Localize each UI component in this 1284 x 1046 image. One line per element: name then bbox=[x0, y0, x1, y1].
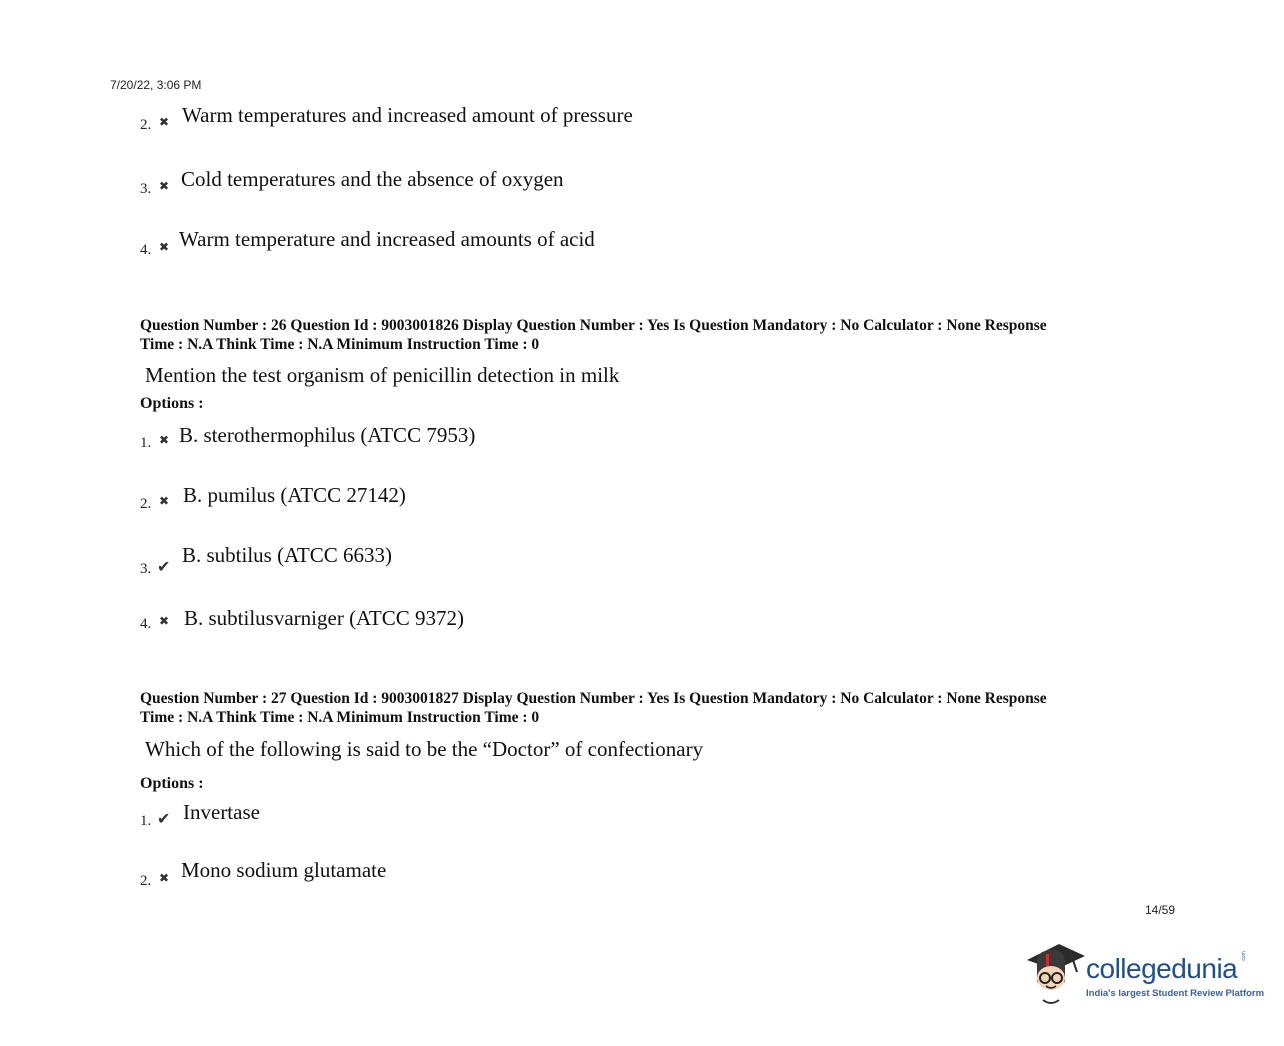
question-26-text: Mention the test organism of penicillin detection in milk bbox=[145, 363, 620, 387]
option-text: Warm temperatures and increased amount of pressure bbox=[182, 103, 633, 127]
option-text: Invertase bbox=[183, 800, 260, 824]
option-number: 2. bbox=[140, 873, 152, 889]
options-label: Options : bbox=[140, 775, 204, 792]
option-text: Warm temperature and increased amounts of acid bbox=[179, 227, 595, 251]
cross-icon: ✖ bbox=[159, 115, 170, 129]
option-number: 4. bbox=[140, 616, 152, 632]
brand-name: collegedunia bbox=[1086, 953, 1238, 984]
question-meta-line: Time : N.A Think Time : N.A Minimum Instruction Time : 0 bbox=[140, 336, 540, 353]
question-meta-line: Question Number : 26 Question Id : 9003001826 Display Question Number : Yes Is Question Mandatory : No Calculator : None Response bbox=[140, 317, 1047, 334]
question-meta-line: Time : N.A Think Time : N.A Minimum Instruction Time : 0 bbox=[140, 709, 540, 726]
page-number: 14/59 bbox=[1145, 903, 1176, 917]
option-number: 3. bbox=[140, 561, 152, 577]
cross-icon: ✖ bbox=[159, 871, 170, 885]
option-text: B. subtilusvarniger (ATCC 9372) bbox=[184, 606, 464, 630]
cross-icon: ✖ bbox=[159, 240, 170, 254]
option-number: 2. bbox=[140, 117, 152, 133]
check-icon: ✔ bbox=[157, 809, 171, 828]
brand-tagline: India's largest Student Review Platform bbox=[1086, 988, 1265, 999]
option-text: B. sterothermophilus (ATCC 7953) bbox=[179, 423, 476, 447]
question-27-text: Which of the following is said to be the “Doctor” of confectionary bbox=[145, 737, 704, 761]
print-timestamp: 7/20/22, 3:06 PM bbox=[110, 78, 202, 92]
option-number: 2. bbox=[140, 496, 152, 512]
option-number: 4. bbox=[140, 242, 152, 258]
option-text: B. pumilus (ATCC 27142) bbox=[183, 483, 406, 507]
option-text: Mono sodium glutamate bbox=[181, 858, 387, 882]
option-text: Cold temperatures and the absence of oxygen bbox=[181, 167, 564, 191]
question-27-meta bbox=[140, 689, 1170, 727]
cross-icon: ✖ bbox=[159, 433, 170, 447]
option-number: 3. bbox=[140, 181, 152, 197]
option-number: 1. bbox=[140, 435, 152, 451]
option-text: B. subtilus (ATCC 6633) bbox=[182, 543, 393, 567]
check-icon: ✔ bbox=[157, 557, 171, 576]
mascot-logo-icon bbox=[1025, 938, 1087, 1008]
cross-icon: ✖ bbox=[159, 614, 170, 628]
cross-icon: ✖ bbox=[159, 494, 170, 508]
options-label: Options : bbox=[140, 395, 204, 412]
option-number: 1. bbox=[140, 813, 152, 829]
cross-icon: ✖ bbox=[159, 179, 170, 193]
question-26-meta bbox=[140, 316, 1170, 354]
brand-suffix: .com bbox=[1241, 951, 1247, 962]
question-meta-line: Question Number : 27 Question Id : 9003001827 Display Question Number : Yes Is Question Mandatory : No Calculator : None Response bbox=[140, 690, 1047, 707]
